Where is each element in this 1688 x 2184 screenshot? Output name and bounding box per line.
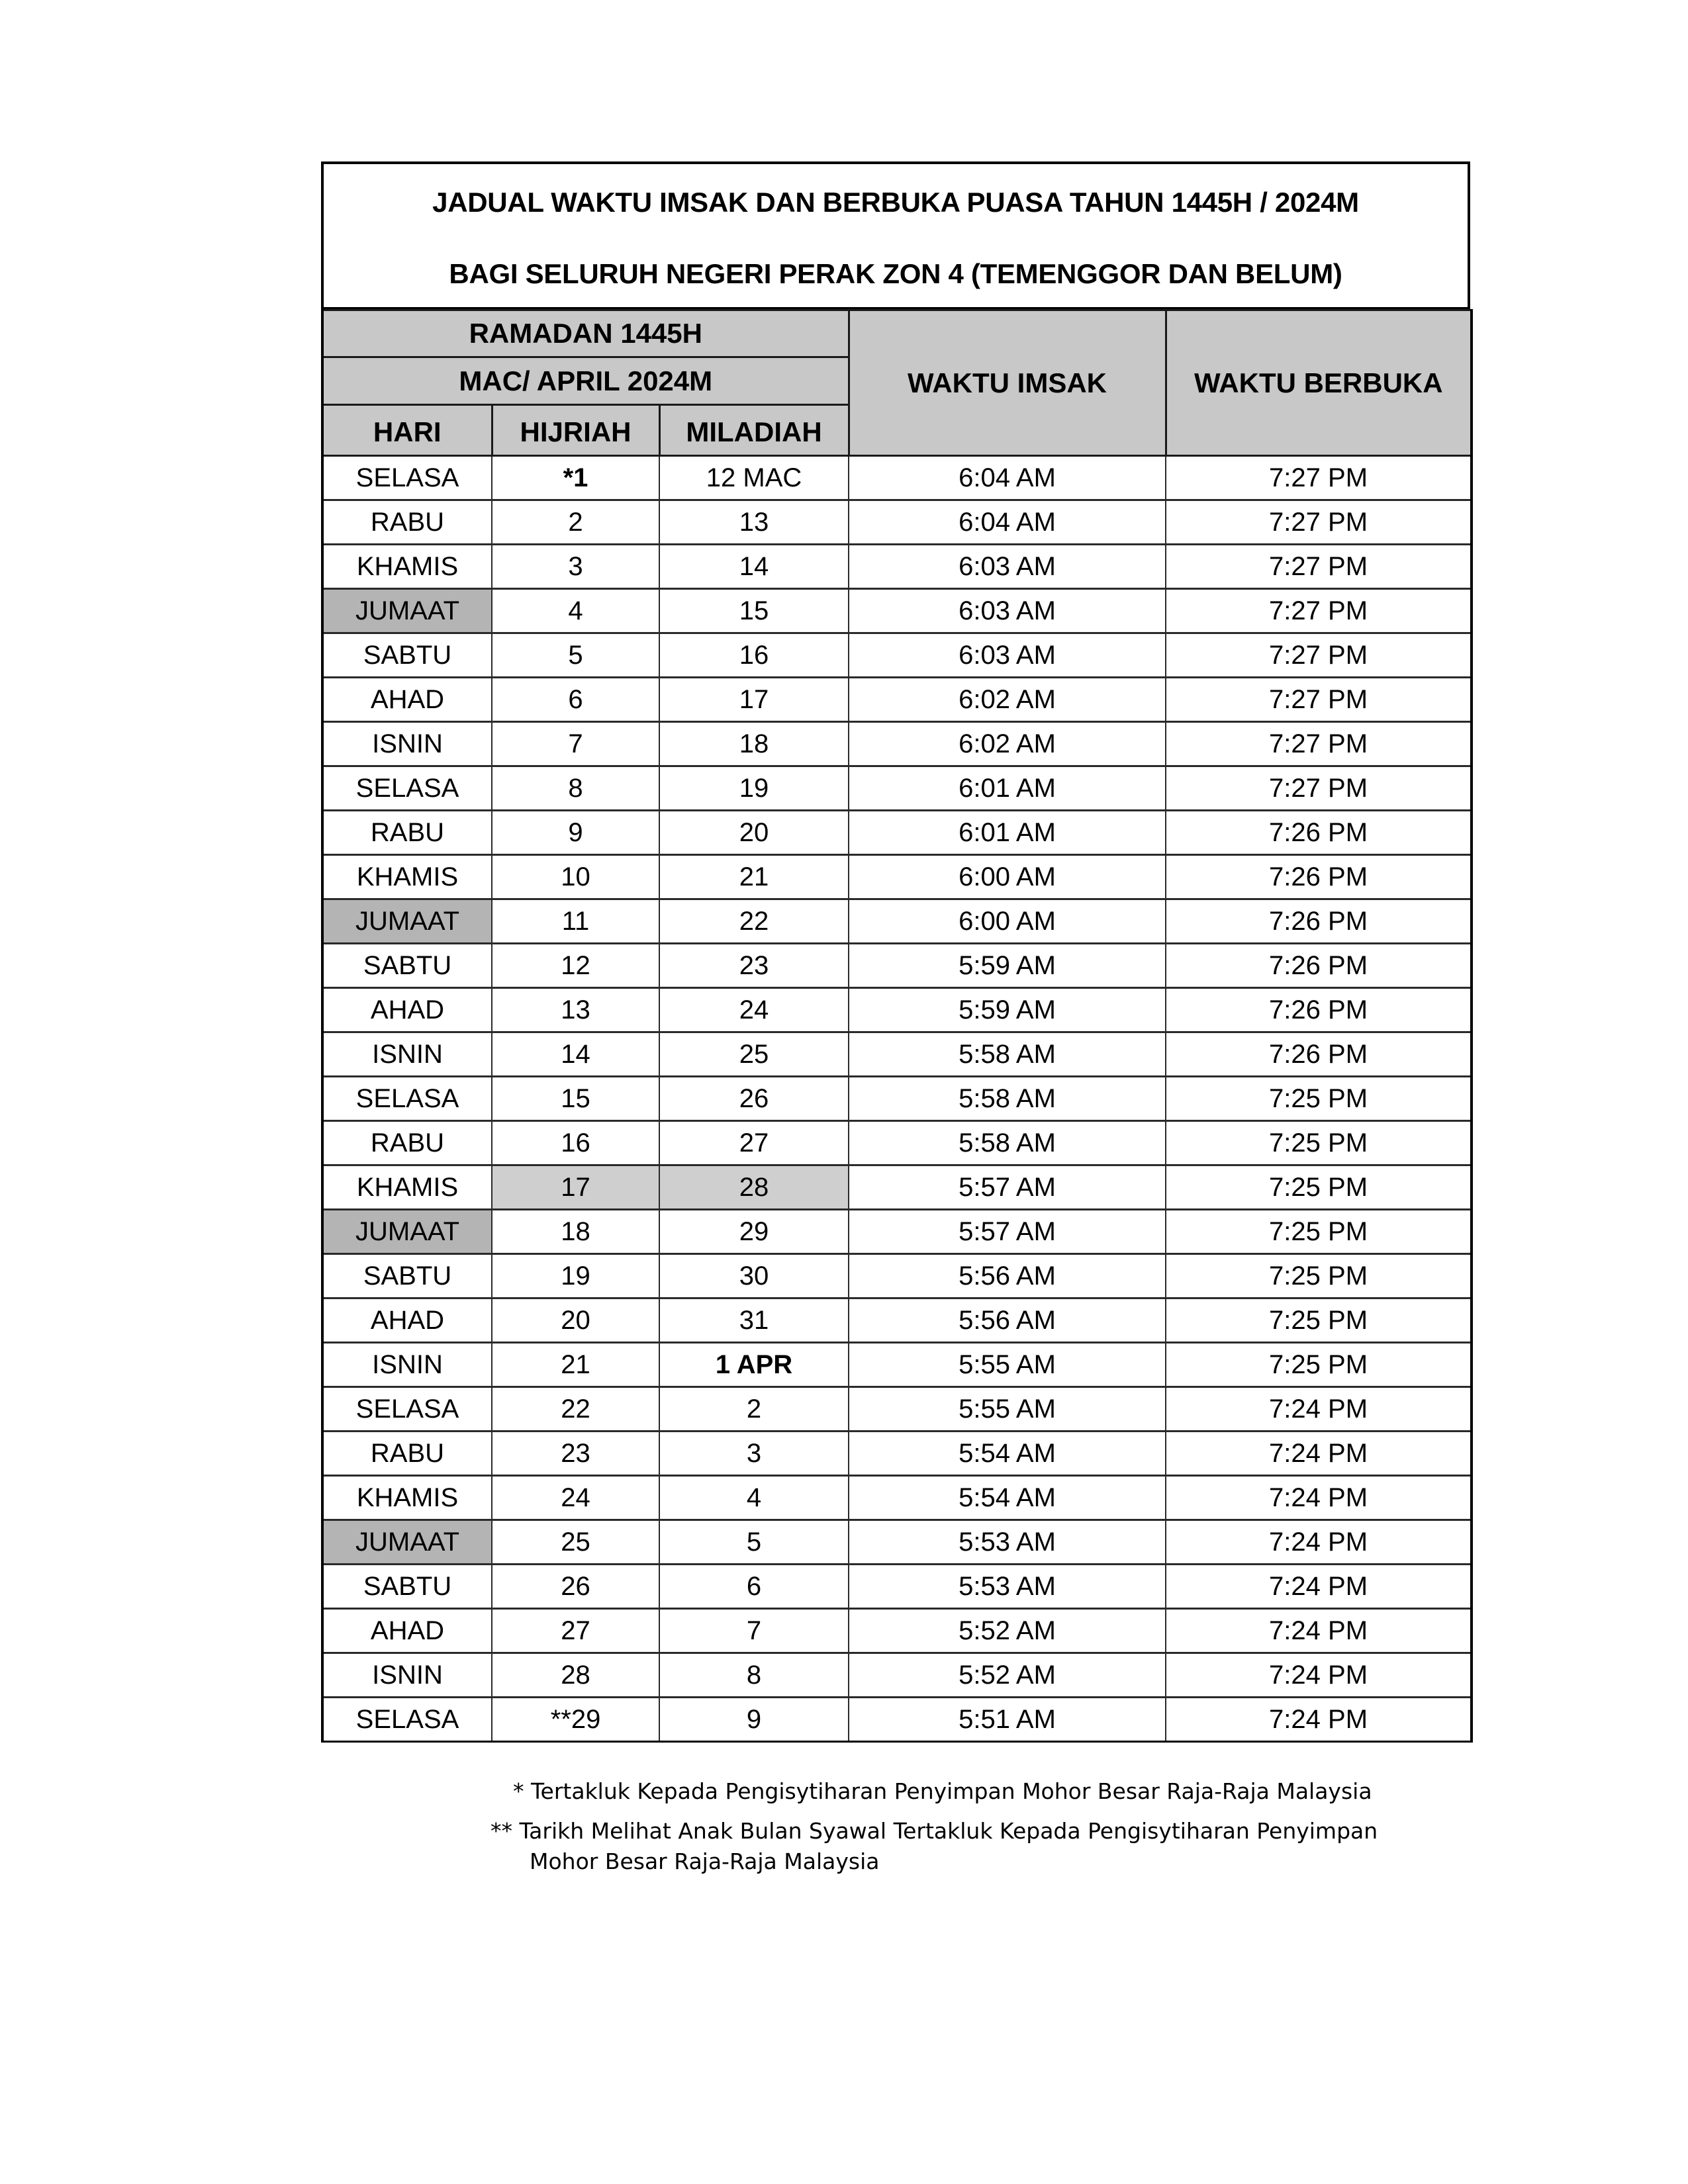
cell-hijriah: 16: [492, 1121, 659, 1165]
cell-hari: SELASA: [322, 1698, 492, 1742]
table-row: [322, 500, 1472, 545]
cell-hari: RABU: [322, 1121, 492, 1165]
cell-hari: SELASA: [322, 766, 492, 811]
cell-miladiah: 25: [659, 1032, 849, 1077]
cell-imsak: 6:00 AM: [849, 899, 1166, 944]
cell-hari: RABU: [322, 500, 492, 545]
footnote-double-asterisk-continued: Mohor Besar Raja-Raja Malaysia: [530, 1848, 880, 1874]
cell-miladiah: 17: [659, 678, 849, 722]
cell-hari: AHAD: [322, 678, 492, 722]
cell-imsak: 5:53 AM: [849, 1520, 1166, 1565]
cell-berbuka: 7:24 PM: [1166, 1653, 1472, 1698]
cell-hijriah: 3: [492, 545, 659, 589]
cell-miladiah: 28: [659, 1165, 849, 1210]
cell-berbuka: 7:27 PM: [1166, 766, 1472, 811]
table-row: [322, 633, 1472, 678]
cell-miladiah: 23: [659, 944, 849, 988]
footnote-double-asterisk: ** Tarikh Melihat Anak Bulan Syawal Tertakluk Kepada Pengisytiharan Penyimpan: [491, 1818, 1378, 1844]
cell-berbuka: 7:25 PM: [1166, 1254, 1472, 1298]
cell-imsak: 5:58 AM: [849, 1077, 1166, 1121]
cell-miladiah: 16: [659, 633, 849, 678]
table-row: [322, 1254, 1472, 1298]
table-row: [322, 1343, 1472, 1387]
cell-miladiah: 21: [659, 855, 849, 899]
document-title: JADUAL WAKTU IMSAK DAN BERBUKA PUASA TAHUN 1445H / 2024M: [432, 187, 1359, 218]
header-hari: HARI: [322, 405, 492, 456]
cell-hari: ISNIN: [322, 1343, 492, 1387]
cell-imsak: 5:59 AM: [849, 988, 1166, 1032]
cell-imsak: 6:04 AM: [849, 456, 1166, 500]
cell-miladiah: 12 MAC: [659, 456, 849, 500]
cell-hijriah: 24: [492, 1476, 659, 1520]
cell-hijriah: 4: [492, 589, 659, 633]
cell-hari: SABTU: [322, 944, 492, 988]
cell-miladiah: 1 APR: [659, 1343, 849, 1387]
table-row: [322, 944, 1472, 988]
table-row: [322, 722, 1472, 766]
table-row: [322, 1210, 1472, 1254]
cell-berbuka: 7:25 PM: [1166, 1121, 1472, 1165]
cell-imsak: 6:03 AM: [849, 589, 1166, 633]
cell-berbuka: 7:25 PM: [1166, 1210, 1472, 1254]
cell-imsak: 5:56 AM: [849, 1298, 1166, 1343]
cell-berbuka: 7:27 PM: [1166, 722, 1472, 766]
cell-imsak: 5:55 AM: [849, 1343, 1166, 1387]
cell-hari: KHAMIS: [322, 545, 492, 589]
cell-miladiah: 30: [659, 1254, 849, 1298]
cell-hari: SABTU: [322, 1254, 492, 1298]
cell-miladiah: 24: [659, 988, 849, 1032]
cell-imsak: 6:02 AM: [849, 678, 1166, 722]
title-box: [321, 161, 1470, 309]
table-row: [322, 1476, 1472, 1520]
cell-berbuka: 7:24 PM: [1166, 1387, 1472, 1432]
cell-hijriah: 5: [492, 633, 659, 678]
cell-hari: KHAMIS: [322, 1476, 492, 1520]
cell-imsak: 6:02 AM: [849, 722, 1166, 766]
footnote-single-asterisk: * Tertakluk Kepada Pengisytiharan Penyimpan Mohor Besar Raja-Raja Malaysia: [513, 1778, 1372, 1804]
table-row: [322, 589, 1472, 633]
cell-hijriah: 15: [492, 1077, 659, 1121]
table-row: [322, 855, 1472, 899]
table-row: [322, 1077, 1472, 1121]
cell-hijriah: 26: [492, 1565, 659, 1609]
cell-berbuka: 7:27 PM: [1166, 678, 1472, 722]
cell-hijriah: 20: [492, 1298, 659, 1343]
cell-berbuka: 7:26 PM: [1166, 899, 1472, 944]
table-row: [322, 1121, 1472, 1165]
cell-hijriah: 6: [492, 678, 659, 722]
cell-miladiah: 22: [659, 899, 849, 944]
cell-imsak: 5:54 AM: [849, 1476, 1166, 1520]
cell-hijriah: 2: [492, 500, 659, 545]
table-row: [322, 1653, 1472, 1698]
header-waktu-berbuka: WAKTU BERBUKA: [1166, 310, 1472, 456]
cell-berbuka: 7:27 PM: [1166, 500, 1472, 545]
cell-berbuka: 7:25 PM: [1166, 1077, 1472, 1121]
cell-hijriah: 10: [492, 855, 659, 899]
cell-miladiah: 19: [659, 766, 849, 811]
cell-hari: ISNIN: [322, 722, 492, 766]
cell-miladiah: 8: [659, 1653, 849, 1698]
cell-miladiah: 5: [659, 1520, 849, 1565]
cell-miladiah: 4: [659, 1476, 849, 1520]
cell-hijriah: 8: [492, 766, 659, 811]
cell-miladiah: 31: [659, 1298, 849, 1343]
cell-berbuka: 7:24 PM: [1166, 1565, 1472, 1609]
cell-miladiah: 29: [659, 1210, 849, 1254]
table-row: [322, 1298, 1472, 1343]
header-hijriah: HIJRIAH: [492, 405, 659, 456]
cell-miladiah: 15: [659, 589, 849, 633]
header-mac-april: MAC/ APRIL 2024M: [322, 357, 849, 405]
cell-hijriah: 12: [492, 944, 659, 988]
table-row: [322, 811, 1472, 855]
cell-hari: ISNIN: [322, 1653, 492, 1698]
header-ramadan: RAMADAN 1445H: [322, 310, 849, 357]
cell-imsak: 5:57 AM: [849, 1210, 1166, 1254]
cell-hari: KHAMIS: [322, 1165, 492, 1210]
cell-imsak: 6:04 AM: [849, 500, 1166, 545]
cell-imsak: 5:52 AM: [849, 1609, 1166, 1653]
cell-hari: SELASA: [322, 1077, 492, 1121]
cell-hijriah: 25: [492, 1520, 659, 1565]
cell-miladiah: 20: [659, 811, 849, 855]
cell-hijriah: 17: [492, 1165, 659, 1210]
cell-imsak: 5:55 AM: [849, 1387, 1166, 1432]
cell-berbuka: 7:24 PM: [1166, 1476, 1472, 1520]
cell-imsak: 6:03 AM: [849, 633, 1166, 678]
header-waktu-imsak: WAKTU IMSAK: [849, 310, 1166, 456]
cell-miladiah: 2: [659, 1387, 849, 1432]
cell-hari: RABU: [322, 1432, 492, 1476]
cell-miladiah: 13: [659, 500, 849, 545]
cell-hari: ISNIN: [322, 1032, 492, 1077]
cell-hijriah: 22: [492, 1387, 659, 1432]
cell-berbuka: 7:26 PM: [1166, 811, 1472, 855]
cell-imsak: 6:01 AM: [849, 811, 1166, 855]
cell-hijriah: 9: [492, 811, 659, 855]
cell-imsak: 5:51 AM: [849, 1698, 1166, 1742]
cell-imsak: 5:59 AM: [849, 944, 1166, 988]
imsak-berbuka-table: [321, 309, 1473, 1743]
cell-berbuka: 7:25 PM: [1166, 1343, 1472, 1387]
table-row: [322, 1165, 1472, 1210]
cell-berbuka: 7:26 PM: [1166, 855, 1472, 899]
cell-hari: JUMAAT: [322, 589, 492, 633]
cell-hijriah: *1: [492, 456, 659, 500]
cell-hari: SELASA: [322, 1387, 492, 1432]
cell-hijriah: 11: [492, 899, 659, 944]
cell-berbuka: 7:27 PM: [1166, 545, 1472, 589]
cell-hijriah: 27: [492, 1609, 659, 1653]
table-row: [322, 545, 1472, 589]
cell-hari: JUMAAT: [322, 1210, 492, 1254]
cell-imsak: 5:54 AM: [849, 1432, 1166, 1476]
table-row: [322, 988, 1472, 1032]
cell-hari: SABTU: [322, 633, 492, 678]
cell-imsak: 6:01 AM: [849, 766, 1166, 811]
cell-imsak: 5:58 AM: [849, 1032, 1166, 1077]
cell-berbuka: 7:26 PM: [1166, 944, 1472, 988]
table-row: [322, 1565, 1472, 1609]
cell-berbuka: 7:26 PM: [1166, 988, 1472, 1032]
cell-berbuka: 7:24 PM: [1166, 1698, 1472, 1742]
cell-hijriah: 28: [492, 1653, 659, 1698]
cell-hari: JUMAAT: [322, 1520, 492, 1565]
cell-imsak: 5:58 AM: [849, 1121, 1166, 1165]
cell-hijriah: 21: [492, 1343, 659, 1387]
table-row: [322, 1520, 1472, 1565]
table-row: [322, 678, 1472, 722]
cell-berbuka: 7:27 PM: [1166, 633, 1472, 678]
table-row: [322, 1387, 1472, 1432]
cell-hijriah: **29: [492, 1698, 659, 1742]
table-row: [322, 1432, 1472, 1476]
cell-berbuka: 7:24 PM: [1166, 1520, 1472, 1565]
cell-berbuka: 7:27 PM: [1166, 589, 1472, 633]
cell-hijriah: 14: [492, 1032, 659, 1077]
cell-berbuka: 7:25 PM: [1166, 1165, 1472, 1210]
cell-hari: RABU: [322, 811, 492, 855]
cell-hari: KHAMIS: [322, 855, 492, 899]
table-row: [322, 766, 1472, 811]
cell-hijriah: 19: [492, 1254, 659, 1298]
cell-imsak: 5:56 AM: [849, 1254, 1166, 1298]
document-subtitle: BAGI SELURUH NEGERI PERAK ZON 4 (TEMENGGOR DAN BELUM): [449, 258, 1342, 289]
cell-miladiah: 9: [659, 1698, 849, 1742]
cell-hari: JUMAAT: [322, 899, 492, 944]
table-row: [322, 456, 1472, 500]
table-row: [322, 899, 1472, 944]
cell-miladiah: 3: [659, 1432, 849, 1476]
cell-miladiah: 7: [659, 1609, 849, 1653]
cell-hari: AHAD: [322, 1298, 492, 1343]
cell-miladiah: 27: [659, 1121, 849, 1165]
cell-miladiah: 26: [659, 1077, 849, 1121]
cell-imsak: 5:57 AM: [849, 1165, 1166, 1210]
cell-hari: SABTU: [322, 1565, 492, 1609]
cell-miladiah: 6: [659, 1565, 849, 1609]
cell-hari: AHAD: [322, 988, 492, 1032]
cell-imsak: 5:53 AM: [849, 1565, 1166, 1609]
cell-miladiah: 18: [659, 722, 849, 766]
cell-hijriah: 18: [492, 1210, 659, 1254]
cell-hijriah: 23: [492, 1432, 659, 1476]
cell-berbuka: 7:24 PM: [1166, 1432, 1472, 1476]
cell-hari: AHAD: [322, 1609, 492, 1653]
table-row: [322, 1698, 1472, 1742]
cell-hijriah: 7: [492, 722, 659, 766]
cell-berbuka: 7:27 PM: [1166, 456, 1472, 500]
table-row: [322, 1032, 1472, 1077]
cell-berbuka: 7:25 PM: [1166, 1298, 1472, 1343]
cell-imsak: 6:03 AM: [849, 545, 1166, 589]
cell-miladiah: 14: [659, 545, 849, 589]
cell-hijriah: 13: [492, 988, 659, 1032]
cell-hari: SELASA: [322, 456, 492, 500]
table-row: [322, 1609, 1472, 1653]
cell-berbuka: 7:24 PM: [1166, 1609, 1472, 1653]
cell-imsak: 6:00 AM: [849, 855, 1166, 899]
cell-imsak: 5:52 AM: [849, 1653, 1166, 1698]
header-miladiah: MILADIAH: [659, 405, 849, 456]
cell-berbuka: 7:26 PM: [1166, 1032, 1472, 1077]
